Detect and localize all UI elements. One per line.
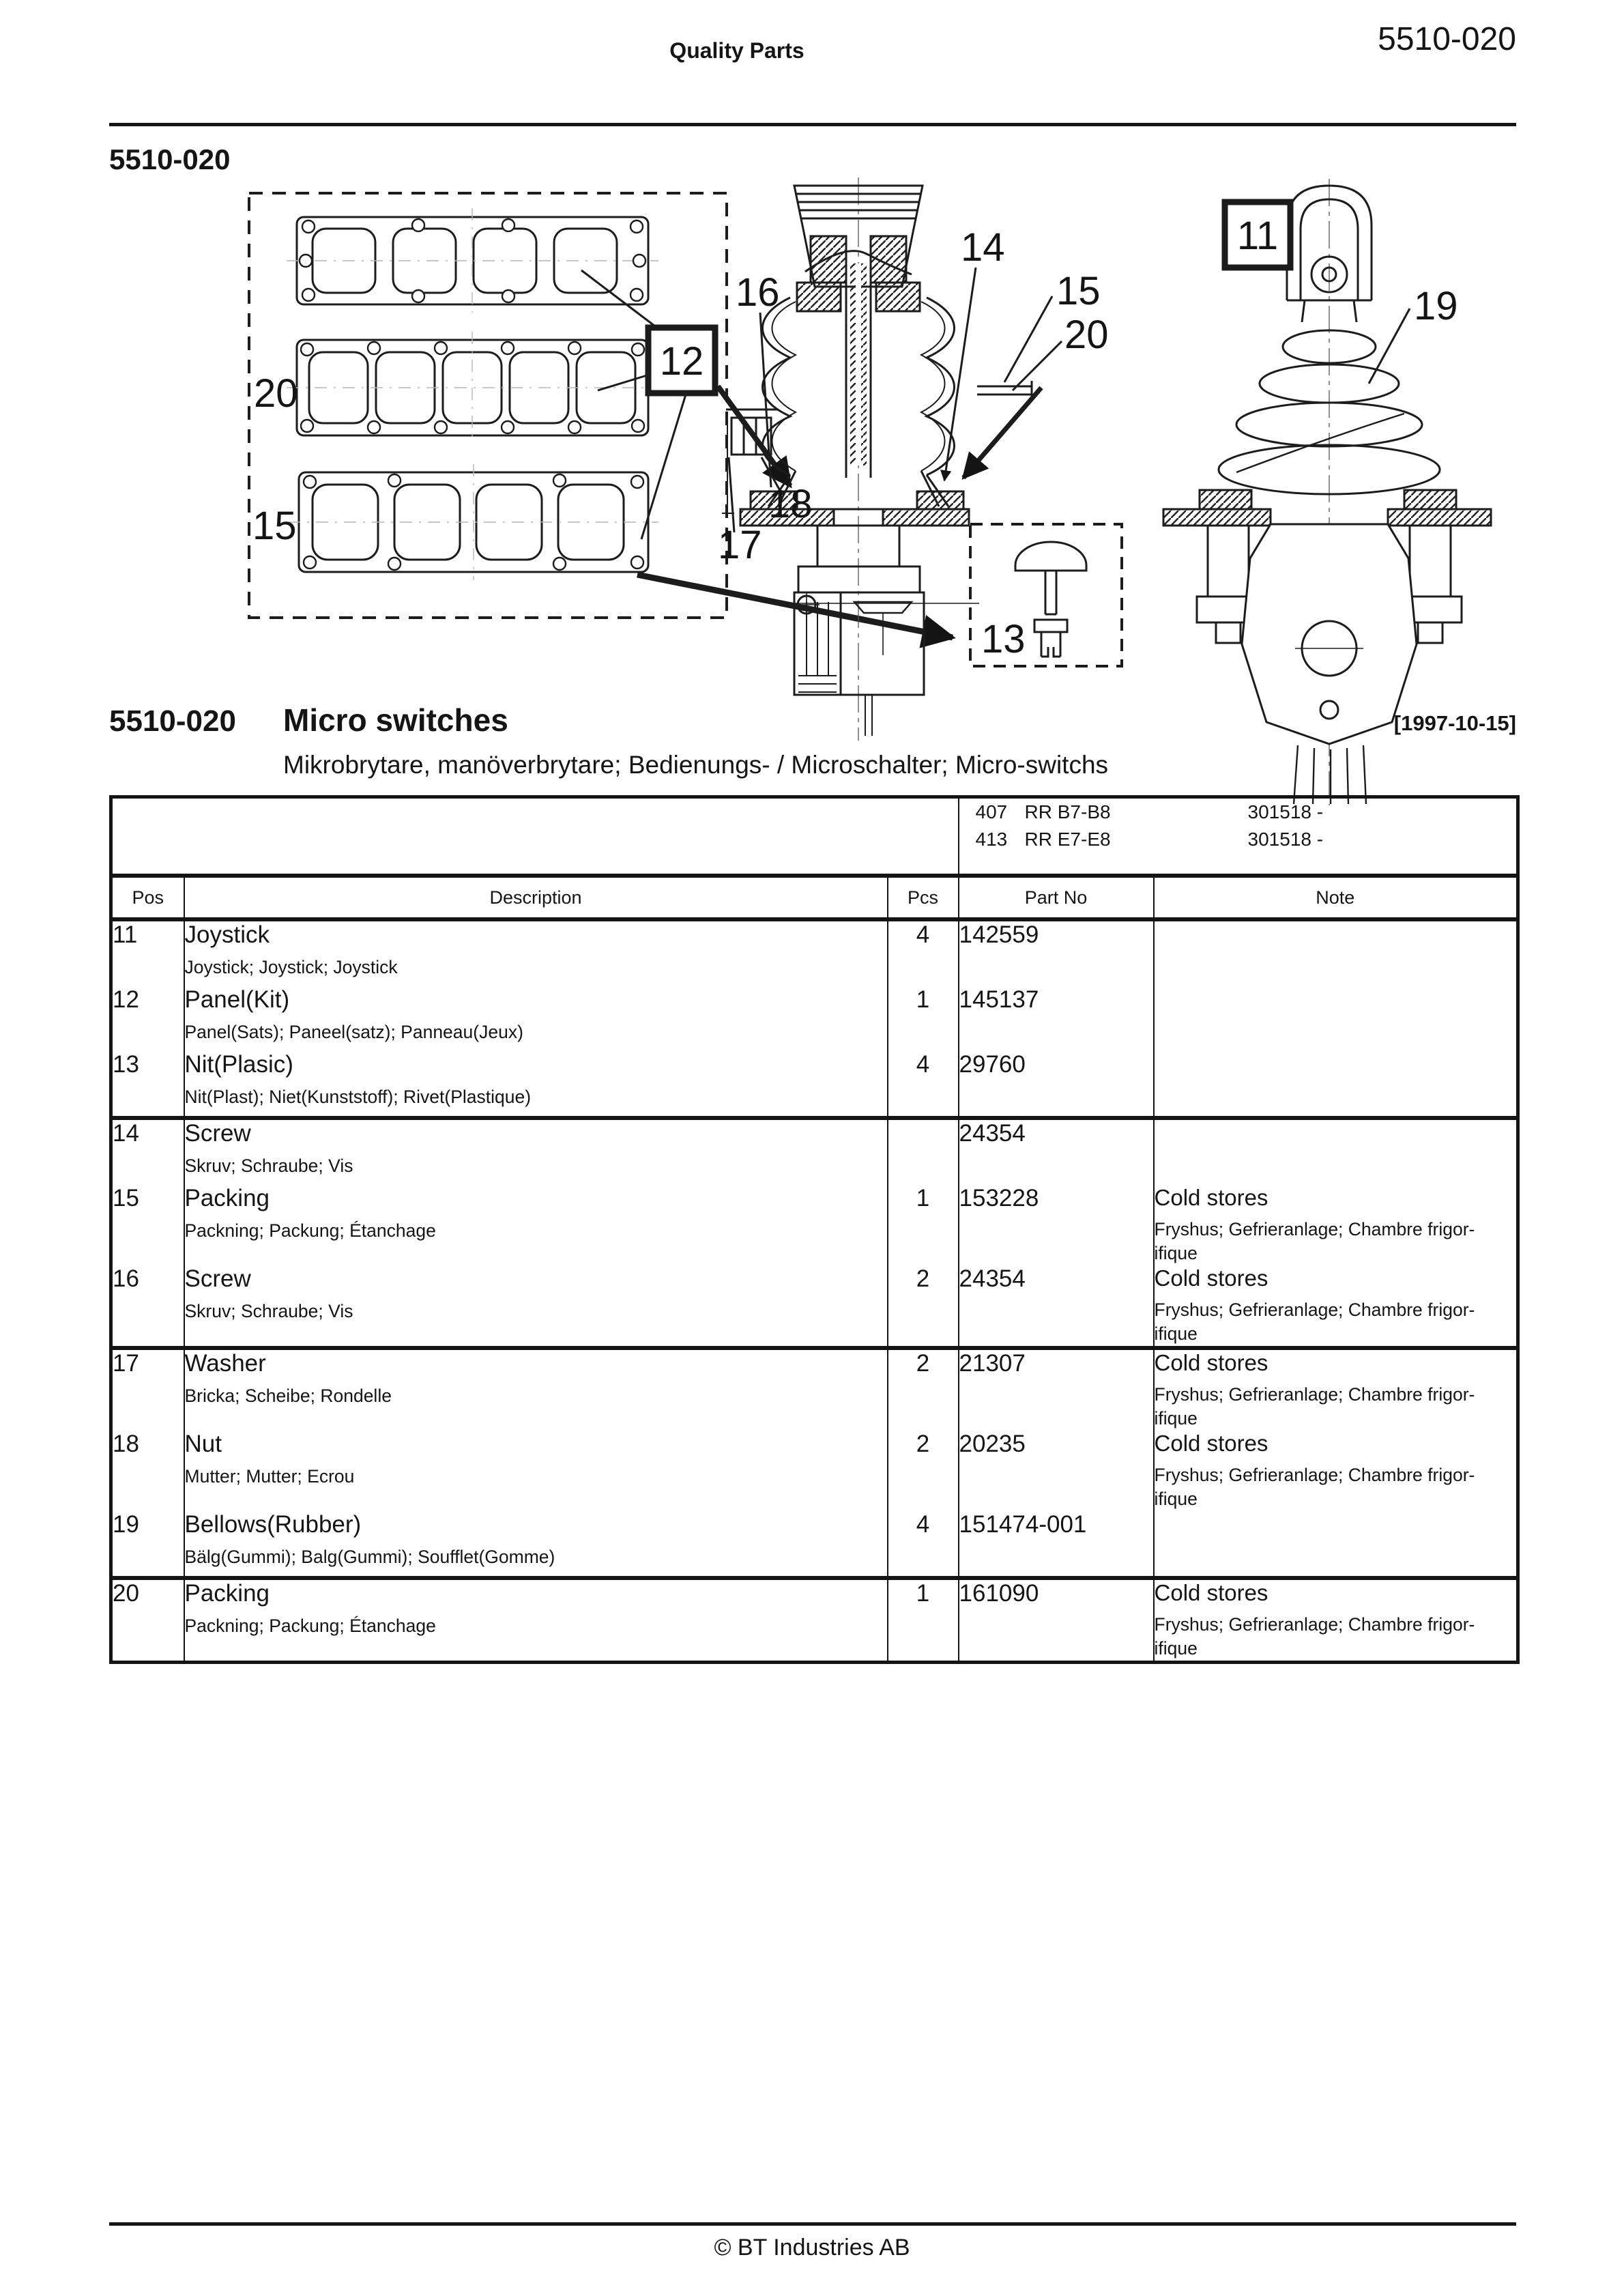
page-header-title: Quality Parts [669,38,804,63]
parts-table [109,795,1520,1664]
section-title: Micro switches [283,702,508,738]
section-date: [1997-10-15] [1393,711,1516,735]
footer-rule [109,2222,1516,2226]
callout-13: 13 [981,617,1026,661]
col-header-part-no: Part No [959,876,1154,919]
model-line: 413 RR E7-E8 301518 - [975,829,1324,850]
callout-20-panel: 20 [254,371,298,416]
table-row: 13 Nit(Plasic) Nit(Plast); Niet(Kunststoff); Rivet(Plastique) 4 29760 [111,1051,1518,1118]
footer-text: © BT Industries AB [714,2235,910,2261]
parts-table-container [109,795,1516,1664]
col-header-pcs: Pcs [888,876,959,919]
section-code: 5510-020 [109,704,236,738]
table-row: 16 Screw Skruv; Schraube; Vis 2 24354 Cold stores Fryshus; Gefrieranlage; Chambre frigor-ifique [111,1265,1518,1348]
col-header-note: Note [1154,876,1518,919]
parts-diagram [0,0,1624,860]
callout-17: 17 [718,523,762,567]
section-subtitle: Mikrobrytare, manöverbrytare; Bedienungs- / Microschalter; Micro-switchs [283,751,1109,779]
model-header-cell [959,797,1518,876]
callout-19: 19 [1414,284,1458,328]
table-row: 15 Packing Packning; Packung; Étanchage 1 153228 Cold stores Fryshus; Gefrieranlage; Chambre frigor-ifique [111,1185,1518,1265]
table-row: 20 Packing Packning; Packung; Étanchage 1 161090 Cold stores Fryshus; Gefrieranlage; Chambre frigor-ifique [111,1578,1518,1663]
column-header-row [111,876,1518,919]
callout-15-center: 15 [1056,269,1101,313]
callout-20-center: 20 [1064,313,1109,357]
panel-plate-top [287,208,658,313]
page-header-doc-number: 5510-020 [1378,21,1516,57]
callout-14: 14 [961,225,1005,270]
callout-16: 16 [736,270,780,315]
table-row: 11 Joystick Joystick; Joystick; Joystick 4 142559 [111,919,1518,986]
panel-plate-middle [287,332,658,444]
model-header-empty-cell [111,797,959,876]
table-row: 18 Nut Mutter; Mutter; Ecrou 2 20235 Cold stores Fryshus; Gefrieranlage; Chambre frigor-ifique [111,1431,1518,1511]
panel-plate-bottom [288,464,658,580]
callout-15-panel: 15 [252,504,297,548]
page-code-heading: 5510-020 [109,143,231,175]
model-header-row [111,797,1518,876]
table-row: 19 Bellows(Rubber) Bälg(Gummi); Balg(Gummi); Soufflet(Gomme) 4 151474-001 [111,1511,1518,1578]
callout-18: 18 [768,482,813,526]
table-row: 12 Panel(Kit) Panel(Sats); Paneel(satz); Panneau(Jeux) 1 145137 [111,986,1518,1051]
model-line: 407 RR B7-B8 301518 - [975,801,1324,822]
col-header-pos: Pos [111,876,184,919]
callout-11: 11 [1236,214,1279,258]
col-header-description: Description [184,876,888,919]
table-row: 17 Washer Bricka; Scheibe; Rondelle 2 21307 Cold stores Fryshus; Gefrieranlage; Chambre frigor-ifique [111,1348,1518,1431]
table-row: 14 Screw Skruv; Schraube; Vis 24354 [111,1118,1518,1185]
callout-12: 12 [659,339,704,384]
